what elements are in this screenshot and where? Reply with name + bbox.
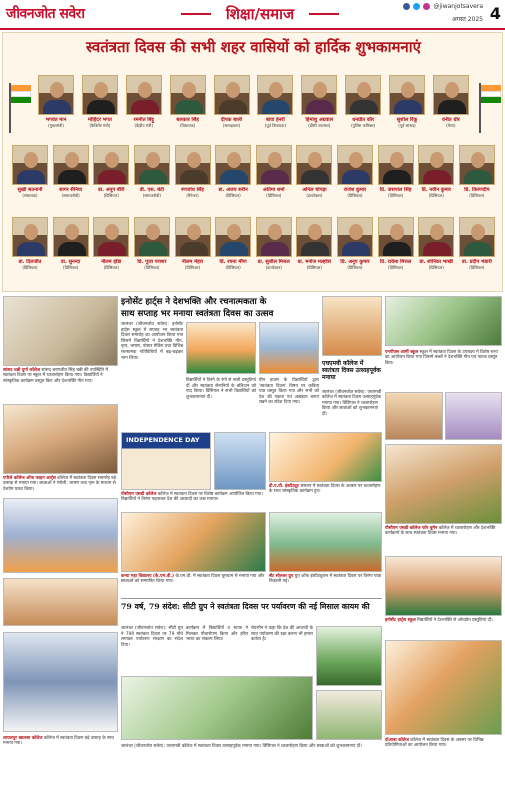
portrait-row-2 bbox=[11, 145, 496, 198]
portrait-role: (प्रिंसिपल) bbox=[347, 193, 363, 198]
portrait-role: (डायरेक्टर) bbox=[306, 193, 323, 198]
portrait-card bbox=[256, 75, 294, 128]
issue-date: अगस्त 2025 bbox=[452, 16, 483, 23]
portrait-role: (प्रिंसिपल) bbox=[103, 265, 119, 270]
portrait-name: प्रि. पूजा पराशर bbox=[137, 259, 167, 265]
story-caption-a bbox=[121, 492, 266, 503]
photo-kmv bbox=[121, 512, 266, 572]
portrait-card bbox=[11, 217, 49, 270]
portrait-card bbox=[125, 75, 163, 128]
portrait-photo bbox=[126, 75, 162, 115]
portrait-card bbox=[417, 145, 455, 198]
portrait-card bbox=[300, 75, 338, 128]
photo-dav-institute bbox=[269, 432, 382, 482]
page-number: 4 bbox=[489, 4, 501, 23]
story-left-2-head: एपीजे कॉलेज ऑफ फाइन आर्ट्स bbox=[3, 476, 56, 481]
portrait-name: सुखी सतनानी bbox=[17, 187, 43, 193]
story-left-2 bbox=[3, 476, 118, 492]
portrait-name: डा. अजय सरीन bbox=[218, 187, 248, 193]
portrait-card bbox=[214, 145, 252, 198]
portrait-card bbox=[255, 145, 293, 198]
story-caption-d bbox=[269, 574, 382, 585]
bottom-headline: 79 वर्ष, 79 संदेश: सीटी ग्रुप ने स्वतंत्रता दिवस पर पर्यावरण की नई मिसाल कायम की bbox=[121, 602, 370, 611]
portrait-role: (मुख्यमंत्री) bbox=[48, 123, 64, 128]
portrait-card bbox=[174, 145, 212, 198]
photo-left-4 bbox=[3, 578, 118, 626]
portrait-name: प्रि. अनूप कुमार bbox=[340, 259, 370, 265]
section-title: शिक्षा/समाज bbox=[215, 4, 305, 24]
portrait-name: दीपक बाली bbox=[220, 117, 243, 123]
portrait-card bbox=[458, 145, 496, 198]
portrait-name: प्रि. किरणदीप bbox=[464, 187, 490, 193]
portrait-name: प्रि. राकेश मित्तल bbox=[380, 259, 412, 265]
portrait-role: (पुलिस कमिश्नर) bbox=[351, 123, 376, 128]
photo-ct-group-2 bbox=[316, 690, 382, 740]
masthead bbox=[0, 0, 505, 30]
portrait-photo bbox=[12, 145, 48, 185]
story-left-2-body: कॉलेज में स्वतंत्रता दिवस समारोह बड़े उत्साह से मनाया गया। छात्राओं ने रंगोली, भाषण तथा नृत्य के माध्यम से देशप्रेम प्रकट किया। bbox=[3, 476, 117, 492]
story-right-1-repeat bbox=[121, 744, 382, 749]
portrait-name: रमनीत बिट्टू bbox=[133, 117, 154, 123]
portrait-name: अनिल चोपड़ा bbox=[302, 187, 327, 193]
photo-right-2a bbox=[385, 392, 443, 440]
story-right-2 bbox=[385, 350, 502, 366]
portrait-role: (प्रिंसिपल) bbox=[469, 193, 485, 198]
portrait-card bbox=[377, 145, 415, 198]
portrait-photo bbox=[301, 75, 337, 115]
portrait-photo bbox=[175, 217, 211, 257]
portrait-card bbox=[377, 217, 415, 270]
portrait-photo bbox=[215, 145, 251, 185]
photo-hmv-1 bbox=[322, 296, 382, 356]
social-handle-text: @jiwanjotsavera bbox=[433, 3, 483, 10]
story-right-1-body: जालंधर (जीवनजोत सवेरा): एचएमवी कॉलेज में स्वतंत्रता दिवस उत्साहपूर्वक मनाया गया। प्रिंसिपल ने ध्वजारोहण किया और छात्राओं को शुभकामनाएं दीं। bbox=[322, 390, 382, 417]
photo-ct-group-plantation bbox=[121, 676, 313, 740]
portrait-role: (कैबिनेट मंत्री) bbox=[89, 123, 111, 128]
portrait-role: (समाजसेवी) bbox=[61, 193, 80, 198]
portrait-name: राजेश कुमार bbox=[343, 187, 367, 193]
portrait-role: (प्रिंसिपल) bbox=[225, 193, 241, 198]
portrait-photo bbox=[214, 75, 250, 115]
facebook-icon bbox=[403, 3, 410, 10]
portrait-name: डी. एस. बंटी bbox=[139, 187, 164, 193]
portrait-role: (प्रिंसिपल) bbox=[266, 193, 282, 198]
portrait-photo bbox=[82, 75, 118, 115]
story-bottom-right-body: कॉलेज में स्वतंत्रता दिवस के अवसर पर विभिन्न प्रतियोगिताओं का आयोजन किया गया। bbox=[385, 738, 484, 749]
story-caption-e bbox=[385, 526, 502, 537]
portrait-name: रणजोध सिंह bbox=[181, 187, 204, 193]
bottom-story-col-2: कार्यक्रम में विद्यार्थियों व स्टाफ ने मिलकर पौधारोपण किया और हरित भारत का संकल्प लिया। bbox=[186, 626, 248, 643]
photo-doaba-college bbox=[385, 640, 502, 735]
portrait-card bbox=[255, 217, 293, 270]
portrait-name: सागर सैनिया bbox=[59, 187, 83, 193]
portrait-role: (संचालक) bbox=[22, 193, 38, 198]
instagram-icon bbox=[423, 3, 430, 10]
portrait-role: (प्रिंसिपल) bbox=[103, 193, 119, 198]
story-caption-c-head: कन्या महा विद्यालय (के.एम.वी.) bbox=[121, 574, 175, 579]
portrait-photo bbox=[418, 217, 454, 257]
portrait-name: नीलम हाँडा bbox=[101, 259, 122, 265]
photo-innocent-hearts-2 bbox=[259, 322, 319, 374]
portrait-photo bbox=[134, 217, 170, 257]
portrait-photo bbox=[433, 75, 469, 115]
photo-dav bbox=[214, 432, 266, 490]
portrait-photo bbox=[170, 75, 206, 115]
photo-right-4 bbox=[385, 556, 502, 616]
portrait-role: (प्रिंसिपल) bbox=[22, 265, 38, 270]
main-story-col-3: ग्रीन हाउस के विद्यार्थियों द्वारा 'स्वतंत्रता दिवस' विषय पर कविता पाठ प्रस्तुत किया गया और सभी को देश की एकता एवं अखंडता बनाए रखने का संदेश दिया गया। bbox=[259, 378, 319, 406]
portrait-card bbox=[37, 75, 75, 128]
portrait-role: (डायरेक्टर) bbox=[265, 265, 282, 270]
bottom-divider bbox=[121, 598, 382, 599]
story-caption-c-body: के.एम.वी. में स्वतंत्रता दिवस धूमधाम से मनाया गया और छात्राओं को सम्मानित किया गया। bbox=[121, 574, 265, 585]
story-right-2-body: स्कूल में स्वतंत्रता दिवस के उपलक्ष्य में विशेष सभा का आयोजन किया गया जिसमें बच्चों ने देशभक्ति गीत एवं नाटक प्रस्तुत किए। bbox=[385, 350, 498, 366]
story-caption-e-body: कॉलेज में ध्वजारोहण और देशभक्ति कार्यक्रमों के साथ स्वतंत्रता दिवस मनाया गया। bbox=[385, 526, 496, 537]
portrait-role: (प्रिंसिपल) bbox=[144, 265, 160, 270]
portrait-card bbox=[336, 145, 374, 198]
portrait-card bbox=[133, 145, 171, 198]
portrait-photo bbox=[93, 217, 129, 257]
portrait-role: (पूर्व सांसद) bbox=[398, 123, 416, 128]
portrait-card bbox=[458, 217, 496, 270]
story-caption-e-head: पीसीएम एसडी कॉलेज फॉर वूमेन bbox=[385, 526, 438, 531]
portrait-role: (प्रिंसिपल) bbox=[388, 193, 404, 198]
portrait-photo bbox=[296, 145, 332, 185]
portrait-card bbox=[417, 217, 455, 270]
story-bottom-left bbox=[3, 736, 118, 747]
portrait-card bbox=[92, 145, 130, 198]
portrait-photo bbox=[215, 217, 251, 257]
portrait-card bbox=[213, 75, 251, 128]
portrait-photo bbox=[12, 217, 48, 257]
portrait-name: सुशील रिंकू bbox=[396, 117, 418, 123]
portrait-role: (मेयर) bbox=[446, 123, 456, 128]
portrait-name: बलकार सिंह bbox=[176, 117, 199, 123]
portrait-role: (प्रिंसिपल) bbox=[306, 265, 322, 270]
portrait-card bbox=[81, 75, 119, 128]
portrait-card bbox=[174, 217, 212, 270]
portrait-name: प्रि. जसपाल सिंह bbox=[379, 187, 412, 193]
main-story-col-2: विद्यार्थियों ने तिरंगे के रंगों से सजी प्रस्तुतियां दीं और स्वतंत्रता सेनानियों के बलिदान को याद किया। प्रिंसिपल ने सभी विद्यार्थियों को शुभकामनाएं दीं। bbox=[186, 378, 256, 400]
story-left-1-body: सांसद चरणजीत सिंह चन्नी की उपस्थिति में स्वतंत्रता दिवस पर स्कूल में ध्वजारोहण किया गया। विद्यार्थियों ने सांस्कृतिक कार्यक्रम प्रस्तुत किए और देशभक्ति गीत गाए। bbox=[3, 368, 109, 384]
story-caption-a-head: पीसीएम एसडी कॉलेज bbox=[121, 492, 157, 497]
portrait-photo bbox=[256, 145, 292, 185]
flag-right-icon bbox=[477, 83, 503, 133]
portrait-role: (प्रिंसिपल) bbox=[388, 265, 404, 270]
portrait-role: (पूर्व विधायक) bbox=[264, 123, 286, 128]
social-handle bbox=[403, 3, 483, 10]
story-caption-b-body: संस्थान में स्वतंत्रता दिवस के अवसर पर ध्वजारोहण के साथ सांस्कृतिक कार्यक्रम हुए। bbox=[269, 484, 381, 495]
photo-independence-day bbox=[121, 432, 211, 490]
portrait-photo bbox=[378, 217, 414, 257]
bottom-story-col-1: जालंधर (जीवनजोत सवेरा): सीटी ग्रुप ने 79वें स्वतंत्रता दिवस पर 79 पौधे लगाकर पर्यावरण संरक्षण का संदेश दिया। bbox=[121, 626, 183, 648]
story-right-3-body: विद्यार्थियों ने देशभक्ति से ओतप्रोत प्रस्तुतियां दीं। bbox=[417, 618, 493, 623]
portrait-card bbox=[295, 145, 333, 198]
portrait-photo bbox=[378, 145, 414, 185]
photo-left-3 bbox=[3, 498, 118, 573]
portrait-card bbox=[214, 217, 252, 270]
story-left-1-head: सांसद चन्नी दुर्गा कॉलेज bbox=[3, 368, 41, 373]
story-caption-b-head: डी.ए.वी. इंस्टीट्यूट bbox=[269, 484, 299, 489]
photo-right-2b bbox=[445, 392, 502, 440]
portrait-photo bbox=[459, 145, 495, 185]
story-right-3 bbox=[385, 618, 502, 623]
story-left-1 bbox=[3, 368, 118, 384]
portrait-photo bbox=[134, 145, 170, 185]
portrait-card bbox=[336, 217, 374, 270]
portrait-card bbox=[133, 217, 171, 270]
story-bottom-left-head: लायलपुर खालसा कॉलेज bbox=[3, 736, 43, 741]
photo-innocent-hearts-1 bbox=[186, 322, 256, 374]
flag-left-icon bbox=[7, 83, 33, 133]
portrait-role: (प्रिंसिपल) bbox=[225, 265, 241, 270]
portrait-photo bbox=[93, 145, 129, 185]
bottom-story-col-3: चेयरमैन ने कहा कि देश की आजादी के साथ पर्यावरण की रक्षा करना भी हमारा कर्तव्य है। bbox=[251, 626, 313, 643]
portrait-role: (प्रिंसिपल) bbox=[184, 265, 201, 270]
portrait-name: डा. प्रदीप भंडारी bbox=[461, 259, 492, 265]
portrait-row-1 bbox=[37, 75, 470, 128]
portrait-role: (मैनेजर) bbox=[186, 193, 199, 198]
portrait-photo bbox=[389, 75, 425, 115]
portrait-card bbox=[344, 75, 382, 128]
portrait-name: नीलम मेहरा bbox=[181, 259, 204, 265]
portrait-card bbox=[388, 75, 426, 128]
portrait-row-3 bbox=[11, 217, 496, 270]
photo-channi-event bbox=[3, 296, 118, 366]
story-caption-a-body: कॉलेज में स्वतंत्रता दिवस पर विशेष कार्यक्रम आयोजित किया गया। विद्यार्थियों ने तिरंगा फहराकर देश की आजादी का जश्न मनाया। bbox=[121, 492, 263, 503]
portrait-card bbox=[169, 75, 207, 128]
portrait-card bbox=[295, 217, 333, 270]
portrait-photo bbox=[418, 145, 454, 185]
portrait-name: हिमांशु अग्रवाल bbox=[305, 117, 333, 123]
story-right-2-head: एनपीएस आर्मी स्कूल bbox=[385, 350, 419, 355]
portrait-card bbox=[92, 217, 130, 270]
portrait-photo bbox=[296, 217, 332, 257]
portrait-name: डा. मनोज मल्होत्रा bbox=[297, 259, 332, 265]
portrait-role: (प्रिंसिपल) bbox=[428, 265, 444, 270]
main-headline-line-2: साथ सप्ताह भर मनाया स्वतंत्रता दिवस का उत्सव bbox=[121, 309, 274, 319]
main-story-col-1: जालंधर (जीवनजोत सवेरा): इनोसेंट हार्ट्स स्कूल में सप्ताह भर स्वतंत्रता दिवस समारोह का आयोजन किया गया जिसमें विद्यार्थियों ने देशभक्ति गीत, नृत्य, भाषण, पोस्टर मेकिंग तथा विभिन्न रचनात्मक गतिविधियों में बढ़-चढ़कर भाग लिया। bbox=[121, 322, 183, 361]
portrait-name: डा. सुशील मित्तल bbox=[257, 259, 290, 265]
portrait-photo bbox=[337, 217, 373, 257]
portrait-name: वनीत धीर bbox=[441, 117, 460, 123]
photo-st-soldier bbox=[269, 512, 382, 572]
independence-day-banner: INDEPENDENCE DAY bbox=[126, 436, 200, 444]
story-caption-c bbox=[121, 574, 266, 585]
portrait-role: (सलाहकार) bbox=[222, 123, 241, 128]
story-bottom-right bbox=[385, 738, 502, 749]
portrait-photo bbox=[53, 145, 89, 185]
photo-ct-group-1 bbox=[316, 626, 382, 686]
portrait-role: (प्रिंसिपल) bbox=[347, 265, 363, 270]
story-right-3-head: इनोसेंट हार्ट्स स्कूल bbox=[385, 618, 416, 623]
portrait-role: (डीसी जालंधर) bbox=[308, 123, 331, 128]
portrait-photo bbox=[345, 75, 381, 115]
portrait-role: (केंद्रीय मंत्री) bbox=[134, 123, 154, 128]
greeting-title: स्वतंत्रता दिवस की सभी शहर वासियों को हार्दिक शुभकामनाएं bbox=[86, 38, 421, 56]
story-caption-b bbox=[269, 484, 382, 495]
story-caption-d-head: सेंट सोल्जर ग्रुप bbox=[269, 574, 294, 579]
portrait-card bbox=[52, 217, 90, 270]
portrait-name: डा. दिलजीत bbox=[18, 259, 42, 265]
portrait-photo bbox=[257, 75, 293, 115]
greeting-banner bbox=[2, 32, 503, 292]
story-right-1-body-extra: जालंधर (जीवनजोत सवेरा): एचएमवी कॉलेज में स्वतंत्रता दिवस उत्साहपूर्वक मनाया गया। प्रिंसिपल ने ध्वजारोहण किया और छात्राओं को शुभकामनाएं दीं। bbox=[121, 744, 362, 749]
portrait-name: डा. सोनिका भाखी bbox=[419, 259, 453, 265]
portrait-photo bbox=[53, 217, 89, 257]
photo-nps-army bbox=[385, 296, 502, 346]
portrait-name: बावा हेनरी bbox=[266, 117, 285, 123]
portrait-name: डा. सुनन्दा bbox=[60, 259, 81, 265]
portrait-name: धनप्रीत कौर bbox=[352, 117, 374, 123]
portrait-photo bbox=[337, 145, 373, 185]
story-right-1-head: एचएमवी कॉलेज में स्वतंत्रता दिवस उत्साहपूर्वक मनाया bbox=[322, 360, 381, 381]
story-caption-d-body: ग्रुप ऑफ इंस्टीट्यूशंस में स्वतंत्रता दिवस पर तिरंगा यात्रा निकाली गई। bbox=[269, 574, 382, 585]
portrait-card bbox=[11, 145, 49, 198]
main-headline-line-1: इनोसेंट हार्ट्स ने देशभक्ति और रचनात्मकता के bbox=[121, 297, 267, 307]
story-bottom-left-body: कॉलेज में स्वतंत्रता दिवस बड़े उत्साह के साथ मनाया गया। bbox=[3, 736, 114, 747]
portrait-role: (प्रिंसिपल) bbox=[63, 265, 79, 270]
portrait-name: प्रि. रचना मौंगा bbox=[219, 259, 247, 265]
portrait-photo bbox=[175, 145, 211, 185]
portrait-name: डा. अनूप बौरी bbox=[98, 187, 125, 193]
photo-lyallpur-khalsa bbox=[3, 632, 118, 732]
portrait-role: (विधायक) bbox=[179, 123, 196, 128]
portrait-photo bbox=[38, 75, 74, 115]
portrait-name: मोहिंदर भगत bbox=[87, 117, 112, 123]
portrait-card bbox=[52, 145, 90, 198]
photo-apj-college bbox=[3, 404, 118, 474]
newspaper-logo: जीवनजोत सवेरा bbox=[6, 6, 85, 22]
portrait-card bbox=[432, 75, 470, 128]
portrait-role: (प्रिंसिपल) bbox=[469, 265, 485, 270]
portrait-photo bbox=[459, 217, 495, 257]
photo-right-3 bbox=[385, 444, 502, 524]
story-bottom-right-head: दोआबा कॉलेज bbox=[385, 738, 409, 743]
portrait-name: अतिमा शर्मा bbox=[262, 187, 285, 193]
portrait-role: (प्रिंसिपल) bbox=[428, 193, 444, 198]
portrait-photo bbox=[256, 217, 292, 257]
portrait-name: भगवंत मान bbox=[45, 117, 67, 123]
portrait-role: (समाजसेवी) bbox=[142, 193, 161, 198]
twitter-icon bbox=[413, 3, 420, 10]
portrait-name: प्रि. नवीन कुमार bbox=[421, 187, 451, 193]
